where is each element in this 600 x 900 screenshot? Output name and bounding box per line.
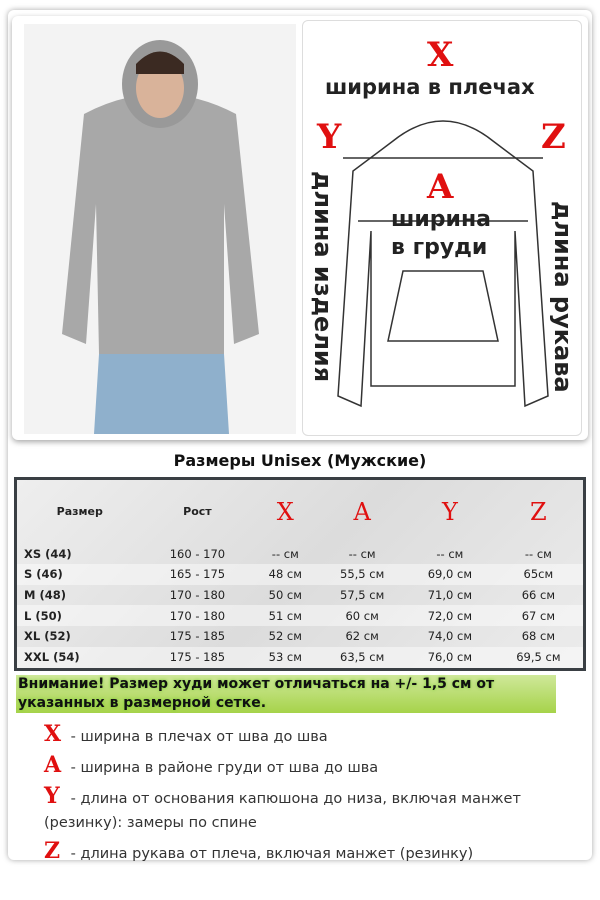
y-label: длина изделия	[309, 171, 337, 383]
table-row	[16, 647, 585, 670]
value-cell: 60 см	[318, 605, 406, 626]
value-cell: 68 см	[521, 629, 556, 644]
value-cell: 165 - 175	[143, 564, 253, 585]
legend-item-y	[0, 784, 564, 835]
value-cell: 50 см	[268, 587, 302, 602]
x-marker: X	[427, 35, 454, 75]
z-marker: Z	[541, 117, 566, 157]
value-cell: 48 см	[252, 564, 318, 585]
warning-note: Внимание! Размер худи может отличаться на +/- 1,5 см от указанных в размерной сетке.	[16, 675, 556, 713]
value-cell: 62 см	[345, 629, 379, 644]
legend-item-x	[44, 722, 564, 749]
a-label-1: ширина	[391, 207, 491, 232]
a-label-2: в груди	[391, 235, 488, 260]
value-cell: 170 - 180	[169, 587, 226, 602]
value-cell: 160 - 170	[169, 546, 226, 561]
legend	[44, 722, 564, 870]
a-marker: A	[427, 167, 454, 207]
size-cell: XXL (54)	[16, 647, 143, 670]
table-row	[16, 543, 585, 564]
legend-letter: Z	[44, 838, 61, 864]
col-size: Размер	[56, 505, 103, 519]
value-cell: 76,0 см	[406, 647, 494, 670]
value-cell: -- см	[348, 546, 376, 561]
value-cell: 175 - 185	[143, 647, 253, 670]
size-cell: XS (44)	[24, 546, 72, 561]
col-height: Рост	[183, 505, 212, 519]
value-cell: 69,5 см	[494, 647, 585, 670]
value-cell: 65см	[494, 564, 585, 585]
legend-text: - длина от основания капюшона до низа, включая манжет (резинку): замеры по спине	[44, 791, 521, 831]
legend-text: - ширина в плечах от шва до шва	[66, 729, 328, 745]
legend-item-a	[44, 753, 564, 780]
size-cell: L (50)	[16, 605, 143, 626]
value-cell: 52 см	[268, 629, 302, 644]
value-cell: 51 см	[252, 605, 318, 626]
value-cell: 72,0 см	[406, 605, 494, 626]
legend-item-z	[44, 839, 564, 866]
product-images	[12, 16, 588, 440]
value-cell: 74,0 см	[427, 629, 472, 644]
legend-text: - длина рукава от плеча, включая манжет (резинку)	[66, 846, 474, 862]
value-cell: 57,5 см	[340, 587, 385, 602]
legend-letter: X	[44, 721, 62, 747]
x-label: ширина в плечах	[325, 75, 535, 99]
table-header-row	[16, 479, 585, 544]
size-table	[14, 477, 586, 671]
table-row	[16, 585, 585, 606]
size-cell: XL (52)	[24, 629, 71, 644]
legend-letter: A	[44, 752, 62, 778]
table-row	[16, 564, 585, 585]
col-a: A	[353, 497, 371, 526]
size-table-title: Размеры Unisex (Мужские)	[173, 451, 427, 470]
col-z: Z	[530, 497, 547, 526]
size-cell: M (48)	[24, 587, 66, 602]
value-cell: 67 см	[494, 605, 585, 626]
z-label: длина рукава	[549, 201, 577, 393]
value-cell: 66 см	[521, 587, 556, 602]
value-cell: 55,5 см	[318, 564, 406, 585]
value-cell: 63,5 см	[318, 647, 406, 670]
value-cell: 175 - 185	[169, 629, 226, 644]
table-row	[16, 626, 585, 647]
measurement-diagram	[302, 20, 582, 436]
value-cell: 71,0 см	[427, 587, 472, 602]
legend-letter: Y	[44, 783, 60, 809]
col-x: X	[276, 497, 294, 526]
size-cell: S (46)	[16, 564, 143, 585]
legend-text: - ширина в районе груди от шва до шва	[66, 760, 379, 776]
col-y: Y	[441, 497, 458, 526]
value-cell: -- см	[271, 546, 299, 561]
value-cell: -- см	[524, 546, 552, 561]
value-cell: 69,0 см	[406, 564, 494, 585]
model-photo	[24, 24, 296, 434]
table-row	[16, 605, 585, 626]
value-cell: 170 - 180	[143, 605, 253, 626]
y-marker: Y	[317, 117, 342, 157]
value-cell: -- см	[436, 546, 464, 561]
value-cell: 53 см	[252, 647, 318, 670]
